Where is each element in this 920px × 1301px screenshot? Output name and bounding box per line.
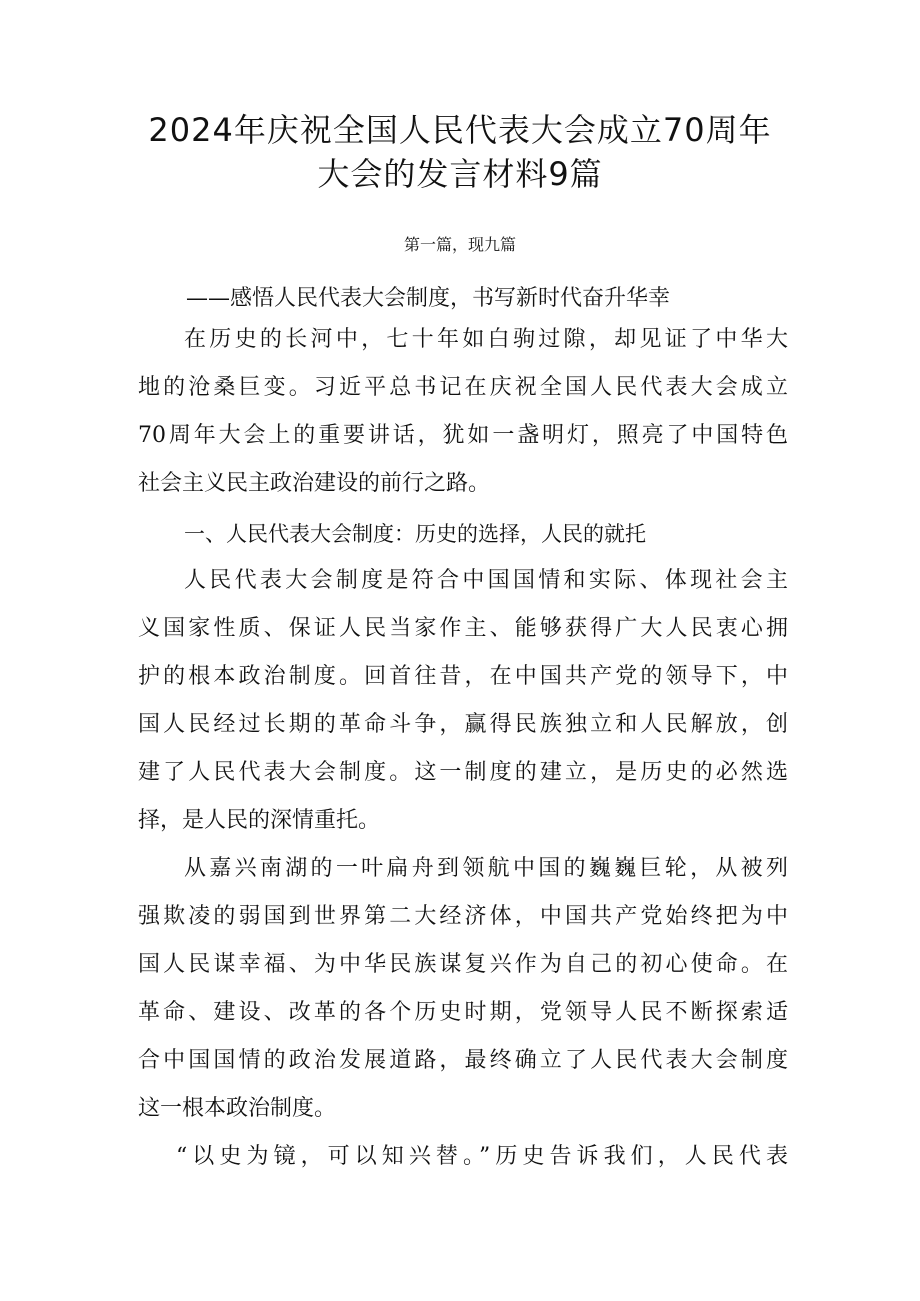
paragraph-2-line: 义国家性质、保证人民当家作主、能够获得广大人民衷心拥 <box>138 616 788 641</box>
paragraph-2-line: 建了人民代表大会制度。这一制度的建立，是历史的必然选 <box>138 760 788 785</box>
paragraph-1-line: 社会主义民主政治建设的前行之路。 <box>138 471 491 496</box>
paragraph-4-line: “以史为镜，可以知兴替。”历史告诉我们，人民代表 <box>176 1144 788 1169</box>
paragraph-2-line: 择，是人民的深情重托。 <box>138 808 381 833</box>
paragraph-2-line: 人民代表大会制度是符合中国国情和实际、体现社会主 <box>184 568 788 593</box>
document-title-line-2: 大会的发言材料9篇 <box>317 155 603 193</box>
paragraph-3-line: 合中国国情的政治发展道路，最终确立了人民代表大会制度 <box>138 1048 788 1073</box>
document-title-line-1: 2024年庆祝全国人民代表大会成立70周年 <box>148 111 772 149</box>
subtitle: ——感悟人民代表大会制度，书写新时代奋升华幸 <box>186 286 671 311</box>
paragraph-3-line: 从嘉兴南湖的一叶扁舟到领航中国的巍巍巨轮，从被列 <box>184 856 788 881</box>
paragraph-3-line: 强欺凌的弱国到世界第二大经济体，中国共产党始终把为中 <box>138 904 788 929</box>
paragraph-3-line: 国人民谋幸福、为中华民族谋复兴作为自己的初心使命。在 <box>138 952 788 977</box>
paragraph-3-line: 革命、建设、改革的各个历史时期，党领导人民不断探索适 <box>138 1000 788 1025</box>
paragraph-3-line: 这一根本政治制度。 <box>138 1096 337 1121</box>
paragraph-2-line: 国人民经过长期的革命斗争，赢得民族独立和人民解放，创 <box>138 712 788 737</box>
chapter-label: 第一篇，现九篇 <box>403 235 516 254</box>
paragraph-1-line: 在历史的长河中，七十年如白驹过隙，却见证了中华大 <box>184 327 788 352</box>
paragraph-2-line: 护的根本政治制度。回首往昔，在中国共产党的领导下，中 <box>138 664 788 689</box>
section-heading: 一、人民代表大会制度：历史的选择，人民的就托 <box>184 522 646 546</box>
paragraph-1-line: 地的沧桑巨变。习近平总书记在庆祝全国人民代表大会成立 <box>138 375 788 400</box>
paragraph-1-line: 70周年大会上的重要讲话，犹如一盏明灯，照亮了中国特色 <box>138 423 788 448</box>
